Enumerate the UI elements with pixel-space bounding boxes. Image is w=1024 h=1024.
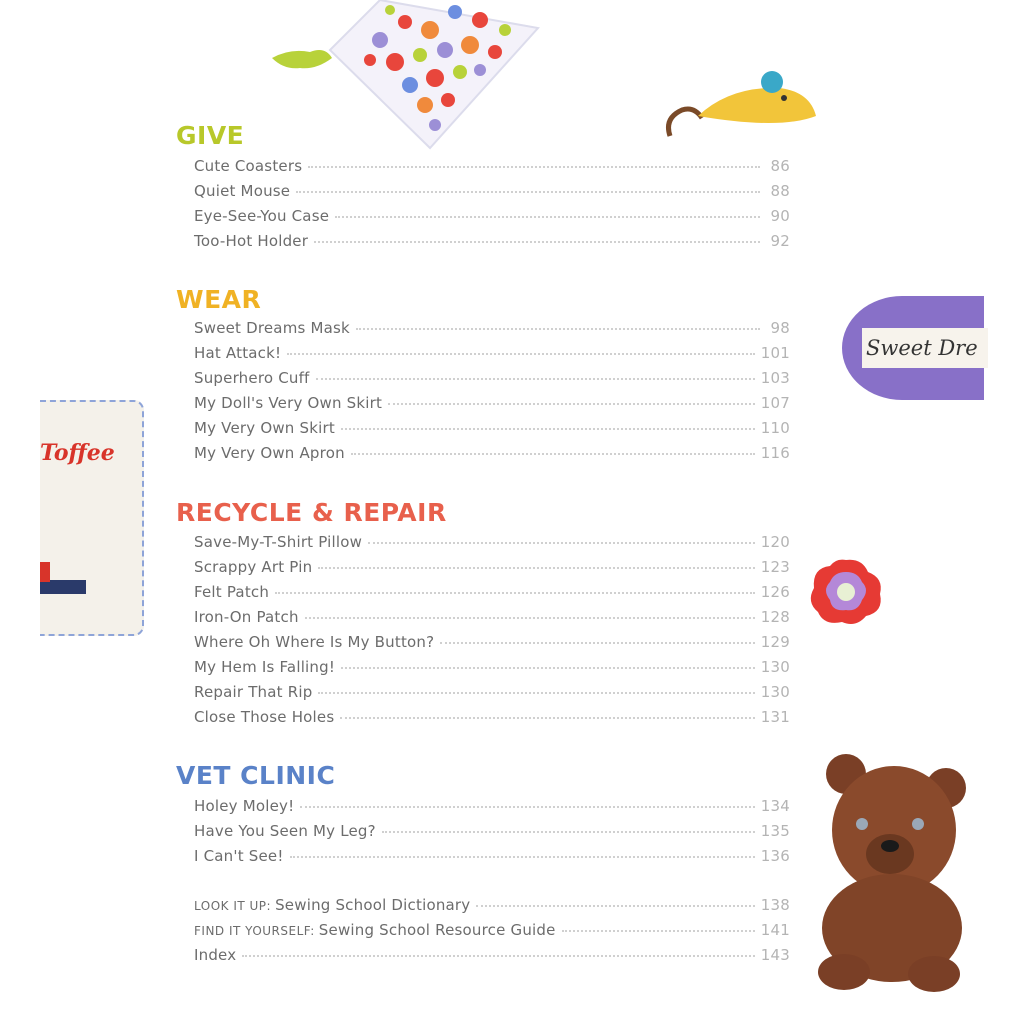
toc-entry[interactable] xyxy=(194,394,790,419)
toc-entry-page: 88 xyxy=(770,182,790,200)
toc-entry-label: I Can't See! xyxy=(194,847,284,865)
toc-entry[interactable] xyxy=(194,369,790,394)
toc-entry[interactable] xyxy=(194,157,790,182)
toc-entry-page: 120 xyxy=(760,533,790,551)
toc-entry-page: 138 xyxy=(760,896,790,914)
toc-entry[interactable] xyxy=(194,444,790,469)
toc-entry-label: Quiet Mouse xyxy=(194,182,291,200)
toc-entry-prefix: FIND IT YOURSELF: xyxy=(194,924,315,938)
toc-entry[interactable] xyxy=(194,319,790,344)
back-matter-entries xyxy=(194,896,790,971)
toc-entry[interactable] xyxy=(194,419,790,444)
toc-entry-page: 131 xyxy=(760,708,790,726)
toc-entry-label: Cute Coasters xyxy=(194,157,303,175)
toc-entry-page: 103 xyxy=(760,369,790,387)
toc-entry-label: Superhero Cuff xyxy=(194,369,310,387)
section-title-give: GIVE xyxy=(176,121,245,150)
toc-entry-label: My Doll's Very Own Skirt xyxy=(194,394,383,412)
felt-mouse-image xyxy=(660,66,825,146)
toc-entry-label: Sweet Dreams Mask xyxy=(194,319,350,337)
toc-entry[interactable] xyxy=(194,182,790,207)
toc-entry[interactable] xyxy=(194,708,790,733)
sweet-dreams-mask-image xyxy=(842,296,984,400)
toc-entry[interactable] xyxy=(194,344,790,369)
mask-label: Sweet Dre xyxy=(862,328,988,368)
tshirt-pillow-image xyxy=(40,400,144,636)
pillow-label: Toffee xyxy=(40,440,115,466)
toc-entry-label: Close Those Holes xyxy=(194,708,335,726)
toc-entry[interactable] xyxy=(194,558,790,583)
toc-entry-label: Iron-On Patch xyxy=(194,608,299,626)
toc-entry-page: 101 xyxy=(760,344,790,362)
toc-entry-page: 128 xyxy=(760,608,790,626)
toc-entry-page: 107 xyxy=(760,394,790,412)
toc-entry-page: 135 xyxy=(760,822,790,840)
section-recycle-repair-entries xyxy=(194,533,790,733)
toc-entry-label: Have You Seen My Leg? xyxy=(194,822,376,840)
toc-entry[interactable] xyxy=(194,583,790,608)
floral-coaster-image xyxy=(270,0,550,150)
toc-entry-label: Scrappy Art Pin xyxy=(194,558,313,576)
toc-entry[interactable] xyxy=(194,533,790,558)
section-wear-entries xyxy=(194,319,790,469)
toc-entry[interactable] xyxy=(194,232,790,257)
toc-entry-page: 136 xyxy=(760,847,790,865)
toc-entry[interactable] xyxy=(194,608,790,633)
toc-entry-label: Where Oh Where Is My Button? xyxy=(194,633,435,651)
section-title-recycle-repair: RECYCLE & REPAIR xyxy=(176,498,447,527)
toc-entry-page: 129 xyxy=(760,633,790,651)
toc-entry-page: 126 xyxy=(760,583,790,601)
toc-entry-label: Hat Attack! xyxy=(194,344,282,362)
toc-entry-page: 143 xyxy=(760,946,790,964)
toc-entry-page: 123 xyxy=(760,558,790,576)
toc-entry-label: Felt Patch xyxy=(194,583,270,601)
toc-entry-page: 130 xyxy=(760,683,790,701)
toc-entry[interactable] xyxy=(194,797,790,822)
toc-entry-label: Repair That Rip xyxy=(194,683,313,701)
toc-entry-prefix: LOOK IT UP: xyxy=(194,899,272,913)
toc-entry-page: 86 xyxy=(770,157,790,175)
toc-entry[interactable] xyxy=(194,658,790,683)
toc-entry-page: 110 xyxy=(760,419,790,437)
toc-entry-page: 130 xyxy=(760,658,790,676)
toc-entry-page: 98 xyxy=(770,319,790,337)
felt-flower-pin-image xyxy=(806,556,886,628)
toc-entry[interactable] xyxy=(194,822,790,847)
teddy-bear-image xyxy=(814,750,972,994)
toc-entry[interactable] xyxy=(194,847,790,872)
toc-entry-label: My Hem Is Falling! xyxy=(194,658,336,676)
section-give-entries xyxy=(194,157,790,257)
toc-entry-page: 116 xyxy=(760,444,790,462)
toc-entry-page: 134 xyxy=(760,797,790,815)
toc-entry-label: Sewing School Resource Guide xyxy=(318,921,556,939)
toc-entry-page: 90 xyxy=(770,207,790,225)
toc-entry[interactable] xyxy=(194,921,790,946)
toc-entry[interactable] xyxy=(194,946,790,971)
section-title-vet-clinic: VET CLINIC xyxy=(176,761,336,790)
toc-entry-label: Eye-See-You Case xyxy=(194,207,330,225)
toc-entry-label: Sewing School Dictionary xyxy=(275,896,471,914)
toc-entry[interactable] xyxy=(194,683,790,708)
toc-entry-label: Save-My-T-Shirt Pillow xyxy=(194,533,363,551)
toc-entry-label: Holey Moley! xyxy=(194,797,295,815)
toc-entry-page: 141 xyxy=(760,921,790,939)
toc-entry-page: 92 xyxy=(770,232,790,250)
section-title-wear: WEAR xyxy=(176,285,262,314)
section-vet-clinic-entries xyxy=(194,797,790,872)
toc-entry[interactable] xyxy=(194,896,790,921)
toc-entry-label: Index xyxy=(194,946,237,964)
toc-entry-label: My Very Own Skirt xyxy=(194,419,335,437)
toc-entry-label: Too-Hot Holder xyxy=(194,232,309,250)
toc-entry[interactable] xyxy=(194,633,790,658)
toc-entry-label: My Very Own Apron xyxy=(194,444,345,462)
toc-entry[interactable] xyxy=(194,207,790,232)
